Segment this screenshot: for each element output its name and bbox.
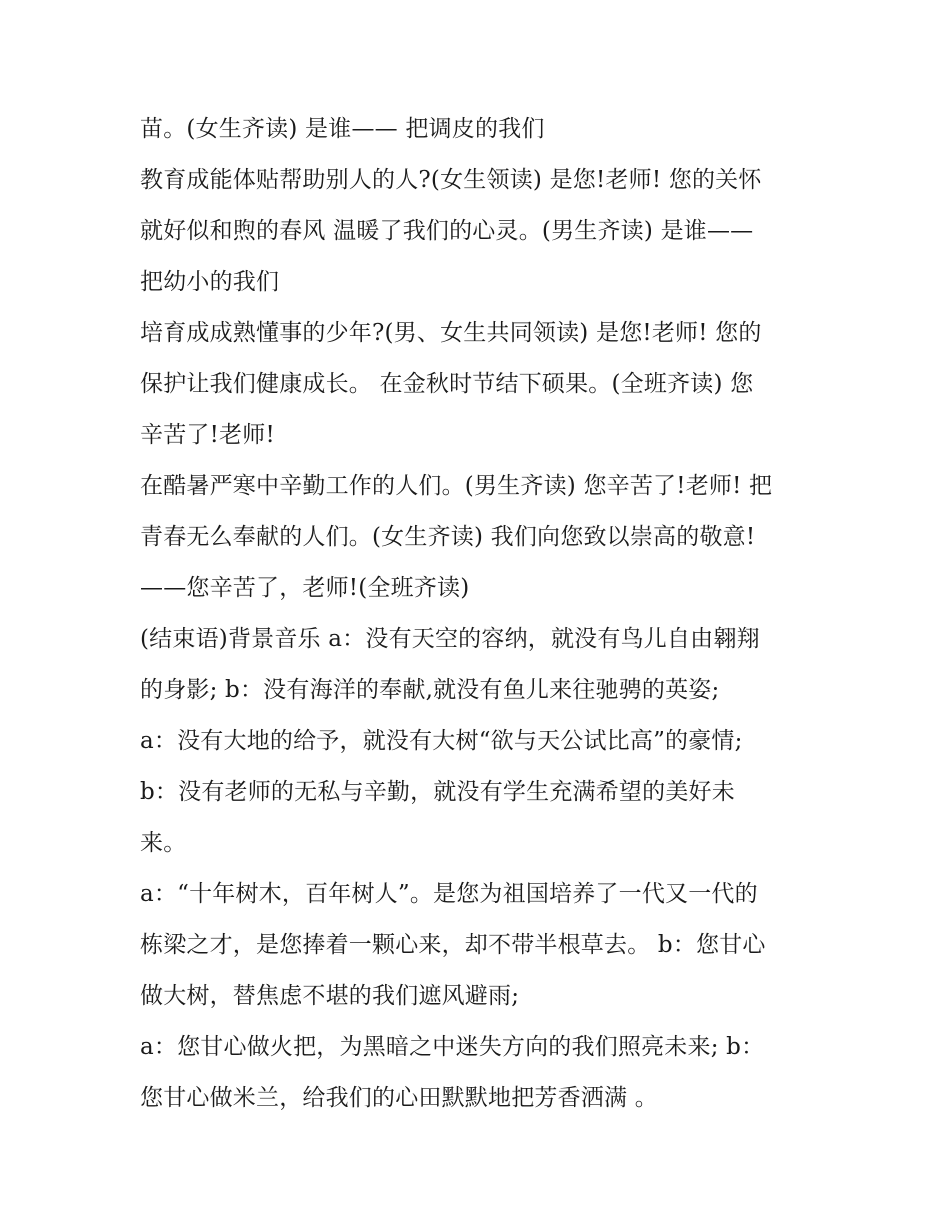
text-line: 保护让我们健康成长。 在金秋时节结下硕果。(全班齐读) 您 — [140, 371, 754, 397]
text-line: 把幼小的我们 — [140, 269, 280, 295]
document-body — [140, 104, 840, 1124]
text-line: 来。 — [140, 830, 187, 856]
text-line: 辛苦了!老师! — [140, 422, 275, 448]
text-line: ——您辛苦了，老师!(全班齐读) — [140, 575, 470, 601]
text-line: 就好似和煦的春风 温暖了我们的心灵。(男生齐读) 是谁—— — [140, 218, 754, 244]
text-line: 您甘心做米兰，给我们的心田默默地把芳香洒满 。 — [140, 1085, 658, 1111]
text-line: a：没有大地的给予，就没有大树“欲与天公试比高”的豪情; — [140, 728, 743, 754]
text-line: 苗。(女生齐读) 是谁—— 把调皮的我们 — [140, 116, 545, 142]
text-line: (结束语)背景音乐 a：没有天空的容纳，就没有鸟儿自由翱翔 — [140, 626, 760, 652]
text-line: 教育成能体贴帮助别人的人?(女生领读) 是您!老师! 您的关怀 — [140, 167, 762, 193]
text-line: 做大树，替焦虑不堪的我们遮风避雨; — [140, 983, 520, 1009]
text-line: 的身影; b：没有海洋的奉献,就没有鱼儿来往驰骋的英姿; — [140, 677, 720, 703]
text-line: a：您甘心做火把，为黑暗之中迷失方向的我们照亮未来; b： — [140, 1034, 765, 1060]
text-line: 在酷暑严寒中辛勤工作的人们。(男生齐读) 您辛苦了!老师! 把 — [140, 473, 773, 499]
text-line: a：“十年树木，百年树人”。是您为祖国培养了一代又一代的 — [140, 881, 758, 907]
text-line: b：没有老师的无私与辛勤，就没有学生充满希望的美好未 — [140, 779, 735, 805]
text-line: 培育成成熟懂事的少年?(男、女生共同领读) 是您!老师! 您的 — [140, 320, 762, 346]
text-line: 栋梁之才，是您捧着一颗心来，却不带半根草去。 b：您甘心 — [140, 932, 766, 958]
text-line: 青春无么奉献的人们。(女生齐读) 我们向您致以崇高的敬意! — [140, 524, 756, 550]
